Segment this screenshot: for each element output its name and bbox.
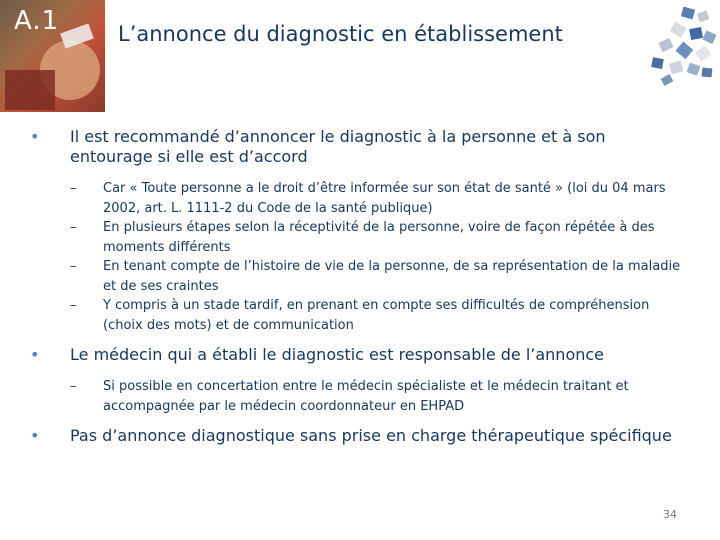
dash-marker: – [70,181,77,196]
slide-title: L’annonce du diagnostic en établissement [118,22,563,46]
sub-item [30,257,690,296]
sub-item-text: Si possible en concertation entre le médecin spécialiste et le médecin traitant et accompagnée par le médecin coordonnateur en EHPAD [103,379,629,414]
bullet-marker: • [30,127,40,146]
bullet-marker: • [30,426,40,445]
sub-item-text: Y compris à un stade tardif, en prenant en compte ses difficultés de compréhension (choix des mots) et de communication [103,298,650,333]
sub-item-text: En tenant compte de l’histoire de vie de la personne, de sa représentation de la maladie et de ses craintes [103,259,681,294]
bullet-text: Pas d’annonce diagnostique sans prise en charge thérapeutique spécifique [70,426,672,445]
photo-decoration [5,70,55,110]
dash-marker: – [70,379,77,394]
dash-marker: – [70,220,77,235]
sub-list [30,179,690,335]
sub-item [30,296,690,335]
bullet-text: Le médecin qui a établi le diagnostic est responsable de l’annonce [70,345,605,364]
bullet-item [30,127,690,167]
page-number: 34 [663,508,677,521]
bullet-marker: • [30,345,40,364]
header-logo-image [0,0,105,112]
sub-item-text: Car « Toute personne a le droit d’être informée sur son état de santé » (loi du 04 mars 2002, art. L. 1111-2 du Code de la santé publique) [103,181,666,216]
dash-marker: – [70,298,77,313]
sub-item-text: En plusieurs étapes selon la réceptivité de la personne, voire de façon répétée à des moments différents [103,220,655,255]
slide-content [30,127,690,458]
sub-item [30,377,690,416]
bullet-item [30,345,690,365]
sub-item [30,179,690,218]
section-label: A.1 [14,6,60,36]
puzzle-pieces-icon [642,2,720,87]
bullet-item [30,426,690,446]
sub-item [30,218,690,257]
dash-marker: – [70,259,77,274]
sub-list [30,377,690,416]
bullet-text: Il est recommandé d’annoncer le diagnostic à la personne et à son entourage si elle est d’accord [70,127,606,166]
